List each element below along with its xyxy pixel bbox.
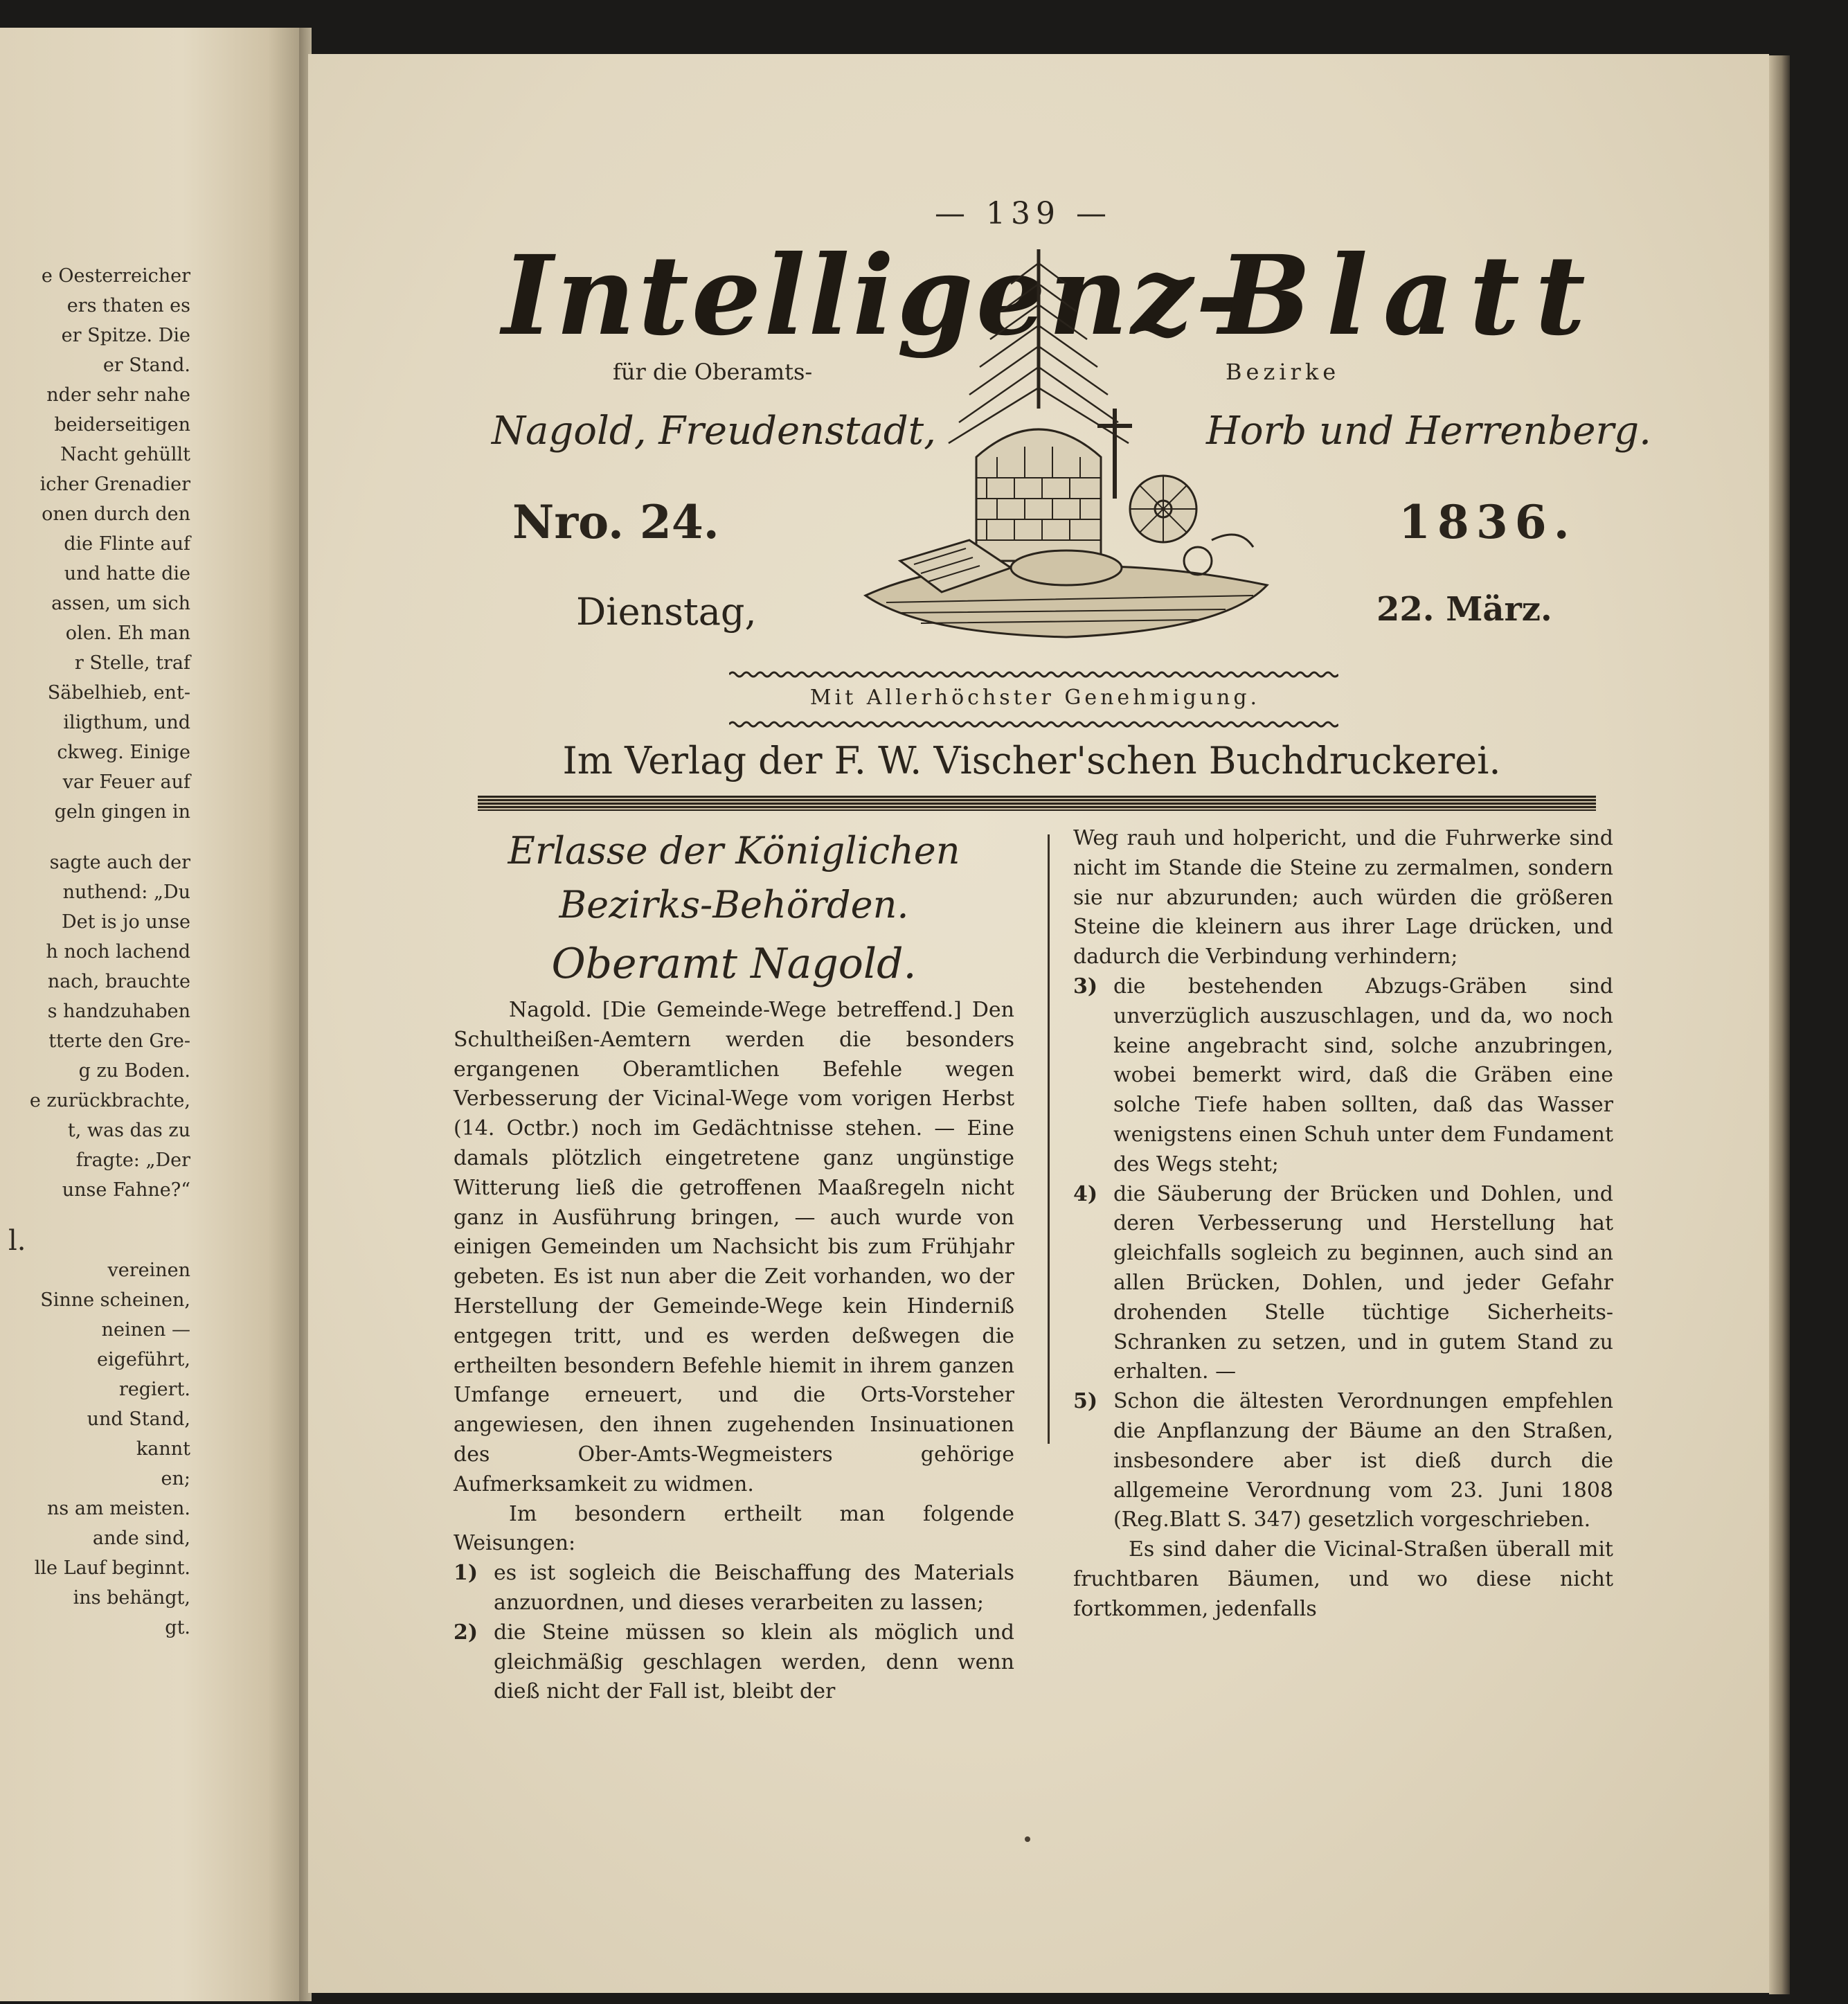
left-page-line: und Stand,	[87, 1408, 190, 1430]
left-page-line: lle Lauf beginnt.	[34, 1557, 190, 1579]
list-item-text: die bestehenden Abzugs-Gräben sind unverzüglich auszuschlagen, und da, wo noch keine angebracht sind, solche anzubringen, wobei bemerkt wird, daß die Gräben eine solche Tiefe haben sollten, daß das Wasser wenigstens einen Schuh unter dem Fundament des Wegs steht;	[1113, 974, 1613, 1177]
list-item	[454, 1559, 1014, 1618]
left-page-line: en;	[161, 1468, 190, 1489]
list-item-text: die Steine müssen so klein als möglich und gleichmäßig geschlagen werden, denn wenn dieß nicht der Fall ist, bleibt der	[494, 1620, 1014, 1704]
left-page-line: gt.	[165, 1617, 190, 1638]
section-subheading: Oberamt Nagold.	[551, 940, 917, 988]
list-item	[1073, 972, 1613, 1180]
left-page-line: sagte auch der	[49, 852, 190, 873]
left-page-line: assen, um sich	[51, 593, 190, 614]
left-page-line: Nacht gehüllt	[60, 444, 190, 465]
districts-right: Horb und Herrenberg.	[1206, 409, 1651, 454]
left-page-line: r Stelle, traf	[74, 652, 190, 674]
left-column	[454, 824, 1014, 1707]
left-page-line: neinen —	[101, 1319, 190, 1341]
left-page-line: beiderseitigen	[54, 414, 190, 436]
publisher-line: Im Verlag der F. W. Vischer'schen Buchdruckerei.	[562, 739, 1501, 782]
issue-weekday: Dienstag,	[576, 590, 757, 634]
subtitle-left: für die Oberamts-	[613, 359, 813, 385]
list-item-number: 3)	[1073, 974, 1098, 999]
left-page-line: vereinen	[107, 1260, 190, 1281]
wavy-rule-top	[729, 670, 1338, 679]
issue-date: 22. März.	[1376, 590, 1552, 629]
left-page-line: var Feuer auf	[62, 771, 190, 793]
left-page-line: t, was das zu	[67, 1120, 190, 1141]
left-page-line: unse Fahne?“	[62, 1179, 190, 1201]
left-page-line: ins behängt,	[73, 1587, 190, 1609]
left-page-line: h noch lachend	[46, 941, 190, 963]
left-page-line: kannt	[136, 1438, 190, 1460]
left-page-line: e Oesterreicher	[41, 265, 190, 287]
article-paragraph: Nagold. [Die Gemeinde-Wege betreffend.] Den Schultheißen-Aemtern werden die besonders ergangenen Oberamtlichen Befehle wegen Verbesserung der Vicinal-Wege vom vorigen Herbst (14. Octbr.) noch im Gedächtnisse stehen. — Eine damals plötzlich eingetretene ganz ungünstige Witterung ließ die getroffenen Maaßregeln nicht ganz in Ausführung bringen, — auch wurde von einigen Gemeinden um Nachsicht bis zum Frühjahr gebeten. Es ist nun aber die Zeit vorhanden, wo der Herstellung der Gemeinde-Wege kein Hinderniß entgegen tritt, und es werden deßwegen die ertheilten besondern Befehle hiemit in ihrem ganzen Umfange erneuert, und die Orts-Vorsteher angewiesen, den ihnen zugehenden Insinuationen des Ober-Amts-Wegmeisters gehörige Aufmerksamkeit zu widmen.	[454, 998, 1014, 1496]
list-item-text: Schon die ältesten Verordnungen empfehlen die Anpflanzung der Bäume an den Straßen, insbesondere aber ist dieß durch die allgemeine Verordnung vom 23. Juni 1808 (Reg.Blatt S. 347) gesetzlich vorgeschrieben.	[1113, 1389, 1613, 1532]
left-page-line: und hatte die	[64, 563, 190, 584]
issue-number: Nro. 24.	[512, 495, 719, 549]
right-column	[1073, 824, 1613, 1625]
left-page-line: ers thaten es	[66, 295, 190, 316]
left-page-line: onen durch den	[42, 503, 190, 525]
left-page-line: icher Grenadier	[39, 474, 190, 495]
print-speck	[1025, 1836, 1030, 1842]
left-page-line: Säbelhieb, ent-	[47, 682, 190, 704]
list-item-number: 4)	[1073, 1181, 1098, 1206]
left-page-line: Sinne scheinen,	[40, 1289, 190, 1311]
left-page-line: l.	[8, 1225, 26, 1257]
left-page-line: s handzuhaben	[47, 1001, 190, 1022]
left-page-line: eigeführt,	[97, 1349, 190, 1370]
list-item-number: 1)	[454, 1561, 478, 1586]
page-edge	[1769, 55, 1790, 1994]
left-page-line: e zurückbrachte,	[29, 1090, 190, 1111]
left-page-line: iligthum, und	[63, 712, 190, 733]
list-item	[1073, 1387, 1613, 1535]
list-item	[1073, 1180, 1613, 1388]
masthead-double-rule	[478, 796, 1596, 811]
article-paragraph: Es sind daher die Vicinal-Straßen überall mit fruchtbaren Bäumen, und wo diese nicht fortkommen, jedenfalls	[1073, 1537, 1613, 1621]
list-item-text: die Säuberung der Brücken und Dohlen, und deren Verbesserung und Herstellung hat gleichfalls sogleich zu beginnen, auch sind an allen Brücken, Dohlen, und jeder Gefahr drohenden Stelle tüchtige Sicherheits-Schranken zu setzen, und in gutem Stand zu erhalten. —	[1113, 1181, 1613, 1384]
left-page-fragment	[0, 28, 305, 2001]
left-page-line: er Stand.	[102, 355, 190, 376]
left-page-line: olen. Eh man	[65, 623, 190, 644]
left-page-line: tterte den Gre-	[48, 1030, 190, 1052]
left-page-line: ckweg. Einige	[57, 742, 190, 763]
left-page-line: nder sehr nahe	[46, 384, 190, 406]
left-page-line: die Flinte auf	[64, 533, 190, 555]
article-paragraph: Im besondern ertheilt man folgende Weisungen:	[454, 1501, 1014, 1556]
masthead-title-left: Intelligenz-	[502, 232, 1244, 360]
issue-year: 1836.	[1399, 495, 1577, 549]
wavy-rule-bottom	[729, 720, 1338, 728]
page-number: — 139 —	[935, 196, 1112, 231]
left-page-line: g zu Boden.	[78, 1060, 190, 1082]
list-item-number: 5)	[1073, 1389, 1098, 1414]
column-separator	[1048, 834, 1050, 1444]
list-item	[454, 1618, 1014, 1707]
left-page-line: Det is jo unse	[62, 911, 190, 933]
left-page-line: nuthend: „Du	[62, 882, 190, 903]
masthead-title-right: Blatt	[1219, 232, 1601, 360]
article-continuation: Weg rauh und holpericht, und die Fuhrwerke sind nicht im Stande die Steine zu zermalmen, sondern sie nur abzurunden; auch würden die größeren Steine die kleinern aus ihrer Lage drücken, und dadurch die Verbindung verhindern;	[1073, 826, 1613, 969]
left-page-line: ande sind,	[92, 1528, 190, 1549]
list-item-number: 2)	[454, 1620, 478, 1645]
left-page-line: nach, brauchte	[47, 971, 190, 992]
left-page-line: er Spitze. Die	[61, 325, 190, 346]
subtitle-right: Bezirke	[1226, 359, 1340, 385]
list-item-text: es ist sogleich die Beischaffung des Materials anzuordnen, und dieses verarbeiten zu lassen;	[494, 1561, 1014, 1615]
section-heading: Erlasse der Königlichen Bezirks-Behörden.	[508, 829, 960, 927]
left-page-line: regiert.	[118, 1379, 190, 1400]
privilege-line: Mit Allerhöchster Genehmigung.	[809, 686, 1261, 710]
left-page-line: fragte: „Der	[75, 1149, 190, 1171]
districts-left: Nagold, Freudenstadt,	[492, 409, 936, 454]
left-page-line: ns am meisten.	[47, 1498, 190, 1519]
left-page-line: geln gingen in	[54, 801, 190, 823]
